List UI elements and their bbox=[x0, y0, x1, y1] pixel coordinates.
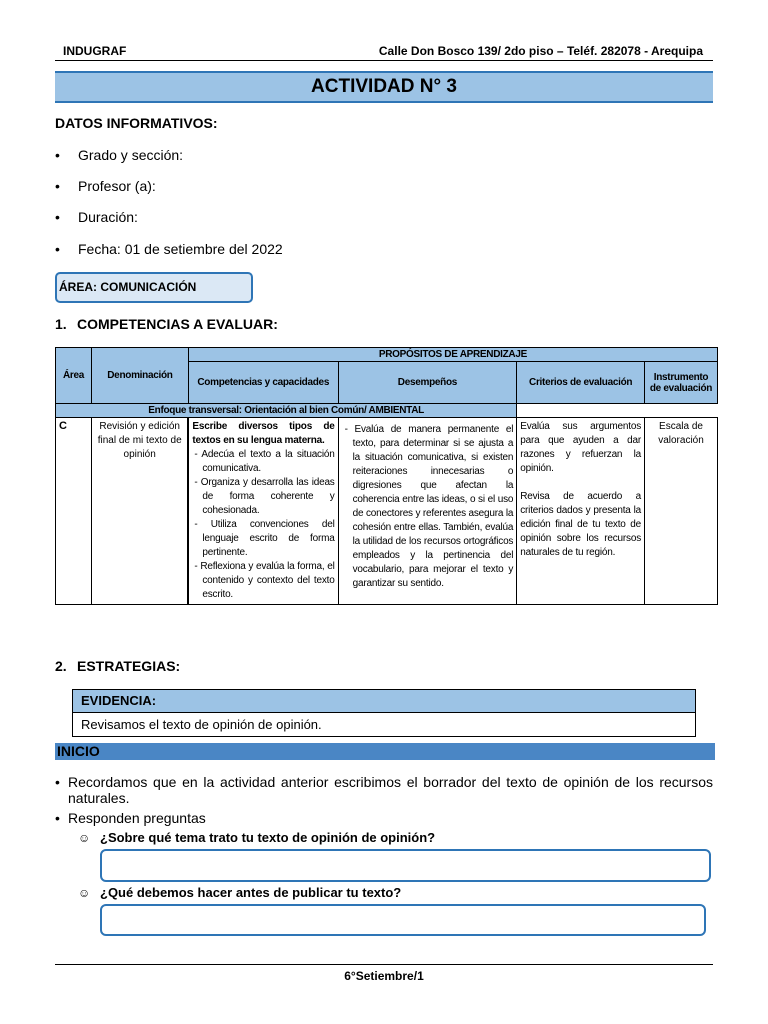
inicio-item: • Recordamos que en la actividad anterior escribimos el borrador del texto de opinión de los recursos naturales. bbox=[55, 774, 713, 806]
evidencia-box bbox=[72, 689, 696, 737]
th-criterios: Criterios de evaluación bbox=[517, 362, 645, 404]
footer-divider bbox=[55, 964, 713, 965]
section-estrategias: 2. ESTRATEGIAS: bbox=[55, 658, 181, 674]
header-address: Calle Don Bosco 139/ 2do piso – Teléf. 282078 - Arequipa bbox=[378, 44, 703, 58]
comp-item: - Reflexiona y evalúa la forma, el contenido y contexto del texto escrito. bbox=[194, 561, 335, 600]
header-divider bbox=[55, 60, 713, 61]
comp-title: Escribe diversos tipos de textos en su lengua materna. bbox=[192, 421, 335, 446]
cell-denominacion: Revisión y edición final de mi texto de opinión bbox=[91, 418, 188, 605]
cell-desempenos: - Evalúa de manera permanente el texto, para determinar si se ajusta a la situación comunicativa, si existen reiteraciones innecesarias o digresiones que afectan la coherencia entre las ideas, o si el uso de conectores y referentes asegura la cohesión entre ellas. También, evalúa la utilidad de los recursos ortográficos empleados y la pertinencia del vocabulario, para mejorar el texto y garantizar su sentido. bbox=[338, 418, 517, 605]
th-propositos: PROPÓSITOS DE APRENDIZAJE bbox=[188, 348, 717, 362]
th-instrumento: Instrumento de evaluación bbox=[645, 362, 718, 404]
evidencia-text: Revisamos el texto de opinión de opinión. bbox=[81, 717, 322, 732]
inicio-item: • Responden preguntas bbox=[55, 810, 206, 826]
datos-title: DATOS INFORMATIVOS: bbox=[55, 115, 218, 131]
header-company: INDUGRAF bbox=[63, 44, 127, 58]
inicio-list bbox=[55, 774, 713, 826]
enfoque-row: Enfoque transversal: Orientación al bien Común/ AMBIENTAL bbox=[56, 404, 517, 418]
comp-item: - Utiliza convenciones del lenguaje escrito de forma pertinente. bbox=[194, 519, 335, 558]
th-area: Área bbox=[56, 348, 92, 404]
evidencia-label: EVIDENCIA: bbox=[73, 690, 695, 713]
th-desempenos: Desempeños bbox=[338, 362, 517, 404]
th-denominacion: Denominación bbox=[91, 348, 188, 404]
question-2: ☺ ¿Qué debemos hacer antes de publicar tu texto? bbox=[78, 885, 402, 900]
cell-criterios: Evalúa sus argumentos para que ayuden a dar razones y refuerzan la opinión. Revisa de acuerdo a criterios dados y presenta la edición final de tu texto de opinión sobre los recursos naturales de tu región. bbox=[517, 418, 645, 605]
answer-field-1[interactable] bbox=[100, 849, 711, 882]
comp-item: - Organiza y desarrolla las ideas de forma coherente y cohesionada. bbox=[194, 477, 335, 516]
smiley-icon: ☺ bbox=[78, 831, 91, 845]
cell-instrumento: Escala de valoración bbox=[645, 418, 718, 605]
cell-area: C bbox=[56, 418, 92, 605]
comp-item: - Adecúa el texto a la situación comunicativa. bbox=[194, 449, 335, 474]
section-competencias: 1. COMPETENCIAS A EVALUAR: bbox=[55, 316, 278, 332]
competencias-table bbox=[55, 347, 718, 605]
answer-field-2[interactable] bbox=[100, 904, 706, 936]
inicio-heading: INICIO bbox=[55, 743, 715, 760]
smiley-icon: ☺ bbox=[78, 886, 91, 900]
cell-competencias bbox=[188, 418, 338, 605]
question-1: ☺ ¿Sobre qué tema trato tu texto de opinión de opinión? bbox=[78, 830, 436, 845]
area-label: ÁREA: COMUNICACIÓN bbox=[55, 272, 253, 303]
page-footer: 6°Setiembre/1 bbox=[344, 969, 424, 983]
th-competencias: Competencias y capacidades bbox=[188, 362, 338, 404]
page-title: ACTIVIDAD N° 3 bbox=[55, 71, 713, 103]
